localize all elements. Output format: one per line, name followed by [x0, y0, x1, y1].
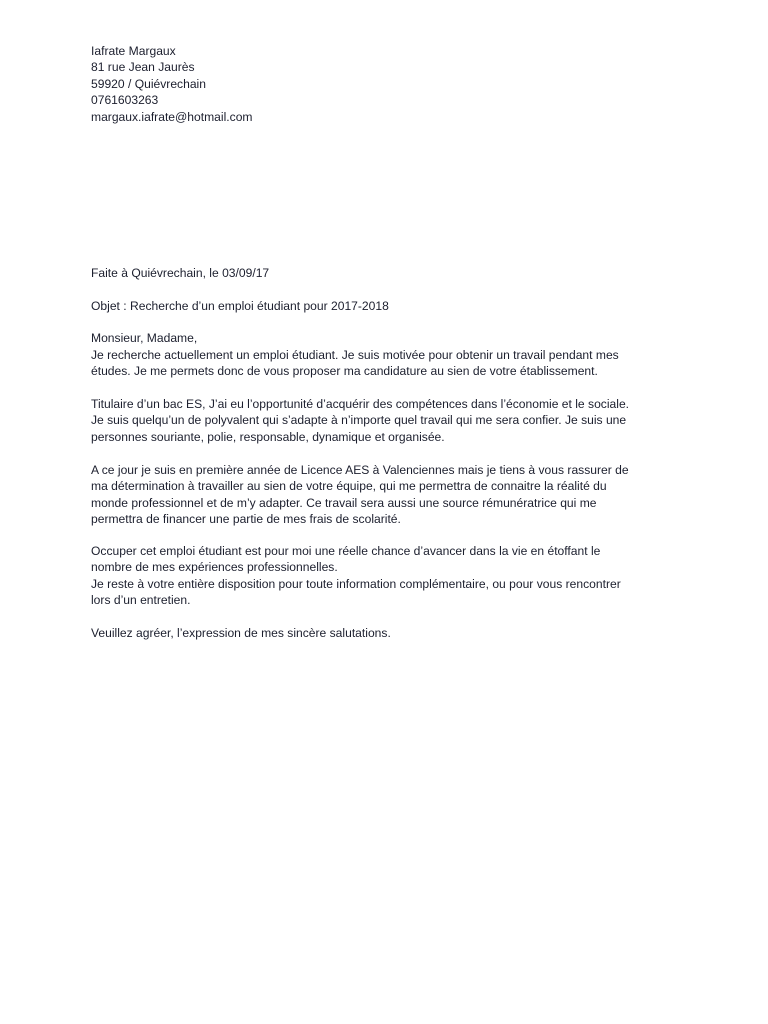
subject-text: Objet : Recherche d’un emploi étudiant pour 2017-2018 — [91, 299, 389, 313]
sender-phone: 0761603263 — [91, 93, 159, 108]
paragraph-line: Je suis quelqu’un de polyvalent qui s’adapte à n’importe quel travail qui me sera confier. Je suis une — [91, 413, 627, 428]
sender-email: margaux.iafrate@hotmail.com — [91, 109, 253, 124]
paragraph-2 — [91, 396, 691, 445]
sender-street: 81 rue Jean Jaurès — [91, 60, 195, 75]
paragraph-line: lors d’un entretien. — [91, 593, 191, 608]
paragraph-line: Occuper cet emploi étudiant est pour moi une réelle chance d’avancer dans la vie en étoffant le — [91, 544, 601, 558]
paragraph-1 — [91, 347, 691, 380]
paragraph-line: Je recherche actuellement un emploi étudiant. Je suis motivée pour obtenir un travail pendant mes — [91, 348, 619, 362]
paragraph-3 — [91, 462, 691, 528]
paragraph-4 — [91, 543, 691, 576]
paragraph-line: études. Je me permets donc de vous proposer ma candidature au sien de votre établissement. — [91, 364, 598, 379]
paragraph-line: A ce jour je suis en première année de Licence AES à Valenciennes mais je tiens à vous rassurer de — [91, 463, 629, 477]
sender-address-block — [91, 43, 691, 125]
place-date-text: Faite à Quiévrechain, le 03/09/17 — [91, 266, 270, 280]
paragraph-line: Titulaire d’un bac ES, J’ai eu l’opportunité d’acquérir des compétences dans l’économie et le sociale. — [91, 397, 630, 411]
subject-line — [91, 298, 691, 314]
sender-name: Iafrate Margaux — [91, 44, 176, 58]
paragraph-5 — [91, 576, 691, 609]
closing-text: Veuillez agréer, l’expression de mes sincère salutations. — [91, 626, 391, 640]
salutation-text: Monsieur, Madame, — [91, 331, 198, 345]
sender-city: 59920 / Quiévrechain — [91, 76, 206, 91]
paragraph-line: permettra de financer une partie de mes frais de scolarité. — [91, 512, 401, 527]
paragraph-line: Je reste à votre entière disposition pour toute information complémentaire, ou pour vous rencontrer — [91, 577, 621, 591]
paragraph-line: nombre de mes expériences professionnelles. — [91, 560, 338, 575]
place-date — [91, 265, 691, 281]
closing — [91, 625, 691, 641]
paragraph-line: ma détermination à travailler au sien de votre équipe, qui me permettra de connaitre la réalité du — [91, 479, 607, 494]
paragraph-line: monde professionnel et de m’y adapter. Ce travail sera aussi une source rémunératrice qui me — [91, 495, 597, 510]
salutation — [91, 330, 691, 346]
paragraph-line: personnes souriante, polie, responsable, dynamique et organisée. — [91, 429, 445, 444]
